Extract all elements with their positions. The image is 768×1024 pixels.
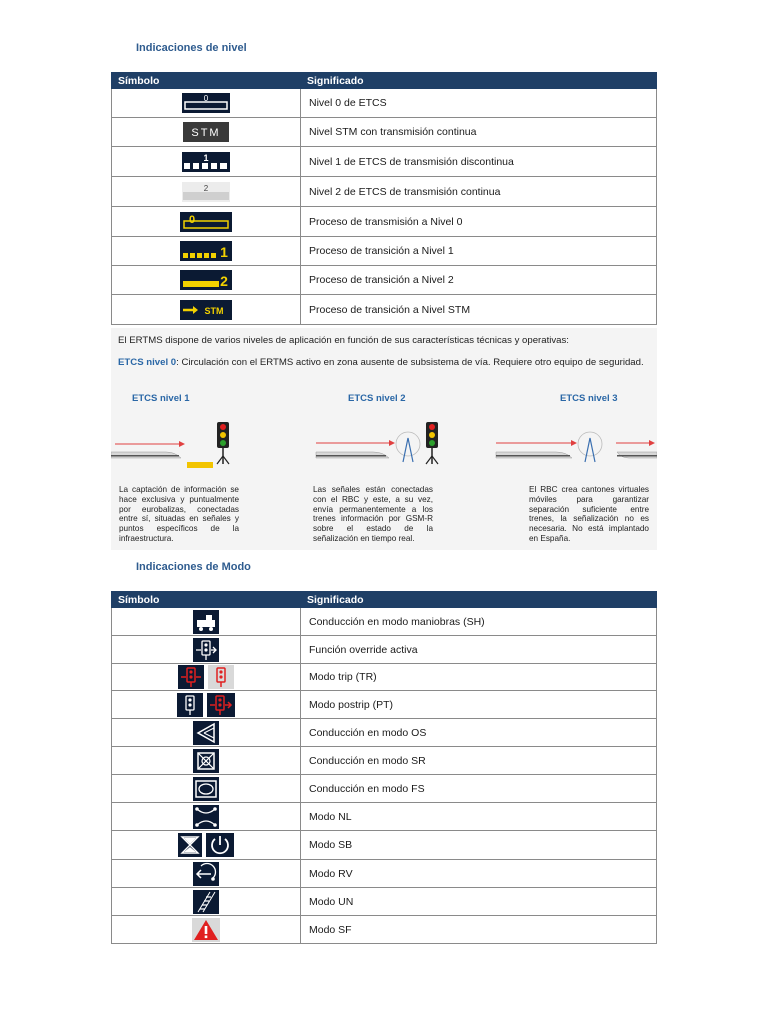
col-symbol-header: Símbolo <box>112 73 301 89</box>
level3-title: ETCS nivel 3 <box>560 393 618 404</box>
table-row <box>112 719 657 747</box>
level-meaning: Proceso de transmisión a Nivel 0 <box>301 207 657 237</box>
non-leading-icon <box>193 805 219 829</box>
table-row <box>112 207 657 237</box>
table-row <box>112 888 657 916</box>
shunting-icon <box>193 610 219 634</box>
level-2-icon <box>182 182 230 202</box>
level0-label: ETCS nivel 0 <box>118 357 177 368</box>
level-meaning: Proceso de transición a Nivel STM <box>301 295 657 325</box>
level-2-text: 2 <box>203 183 209 193</box>
level1-title: ETCS nivel 1 <box>132 393 190 404</box>
level-1-text: 1 <box>203 152 209 163</box>
transition-level-stm-icon <box>180 300 232 320</box>
level-meaning: Proceso de transición a Nivel 1 <box>301 237 657 266</box>
level-meaning: Nivel 1 de ETCS de transmisión discontinua <box>301 147 657 177</box>
table-row <box>112 266 657 295</box>
level-0-icon <box>182 93 230 113</box>
table-row <box>112 916 657 944</box>
level-stm-text: STM <box>191 127 221 139</box>
table-row <box>112 691 657 719</box>
table-row <box>112 608 657 636</box>
mode-meaning: Conducción en modo maniobras (SH) <box>301 608 657 636</box>
ertms-levels-diagram <box>111 414 657 470</box>
table-row <box>112 664 657 691</box>
transition-level-0-icon <box>180 212 232 232</box>
level2-title: ETCS nivel 2 <box>348 393 406 404</box>
post-trip-icon <box>177 693 235 717</box>
level-section-heading: Indicaciones de nivel <box>136 42 247 54</box>
level-meaning: Proceso de transición a Nivel 2 <box>301 266 657 295</box>
transition-2-text: 2 <box>220 273 228 289</box>
table-row <box>112 831 657 860</box>
level1-description: La captación de información se hace exclusiva y puntualmente por eurobalizas, conectadas entre sí, situadas en señales y puntos específicos de la infraestructura. <box>119 485 239 543</box>
mode-meaning: Conducción en modo OS <box>301 719 657 747</box>
table-row <box>112 747 657 775</box>
ertms-intro: El ERTMS dispone de varios niveles de aplicación en función de sus características técnicas y operativas: <box>118 335 569 346</box>
mode-meaning: Modo UN <box>301 888 657 916</box>
table-row <box>112 775 657 803</box>
level-1-icon <box>182 152 230 172</box>
col-meaning-header: Significado <box>301 592 657 608</box>
on-sight-icon <box>193 721 219 745</box>
level-meaning: Nivel STM con transmisión continua <box>301 118 657 147</box>
table-row <box>112 237 657 266</box>
table-header-row <box>112 73 657 89</box>
level-meaning: Nivel 0 de ETCS <box>301 89 657 118</box>
table-row <box>112 118 657 147</box>
table-row <box>112 636 657 664</box>
mode-section-heading: Indicaciones de Modo <box>136 561 251 573</box>
mode-meaning: Modo RV <box>301 860 657 888</box>
mode-meaning: Modo SF <box>301 916 657 944</box>
level0-text: : Circulación con el ERTMS activo en zona ausente de subsistema de vía. Requiere otro equipo de seguridad. <box>176 357 644 368</box>
table-header-row <box>112 592 657 608</box>
level-table <box>111 72 657 325</box>
override-icon <box>193 638 219 662</box>
level3-description: El RBC crea cantones virtuales móviles para garantizar separación suficiente entre trenes, la señalización no es necesaria. No está implantado en España. <box>529 485 649 543</box>
transition-level-2-icon <box>180 270 232 290</box>
mode-meaning: Función override activa <box>301 636 657 664</box>
mode-meaning: Modo postrip (PT) <box>301 691 657 719</box>
ertms-level0 <box>118 357 644 368</box>
trip-icon <box>178 665 234 689</box>
table-row <box>112 860 657 888</box>
transition-level-1-icon <box>180 241 232 261</box>
table-row <box>112 147 657 177</box>
table-row <box>112 89 657 118</box>
table-row <box>112 177 657 207</box>
reversing-icon <box>193 862 219 886</box>
mode-meaning: Modo NL <box>301 803 657 831</box>
level1-diagram <box>111 422 229 468</box>
level3-diagram <box>496 432 657 462</box>
svg-text:0: 0 <box>203 94 209 103</box>
unfitted-icon <box>193 890 219 914</box>
mode-meaning: Conducción en modo SR <box>301 747 657 775</box>
full-supervision-icon <box>193 777 219 801</box>
level-meaning: Nivel 2 de ETCS de transmisión continua <box>301 177 657 207</box>
mode-meaning: Modo trip (TR) <box>301 664 657 691</box>
level2-description: Las señales están conectadas con el RBC y este, a su vez, envía permanentemente a los trenes información por GSM-R sobre el estado de la señalización en tiempo real. <box>313 485 433 543</box>
level-stm-icon <box>183 122 229 142</box>
transition-0-text: 0 <box>189 213 196 226</box>
transition-stm-text: STM <box>204 305 224 316</box>
table-row <box>112 803 657 831</box>
table-row <box>112 295 657 325</box>
col-meaning-header: Significado <box>301 73 657 89</box>
system-failure-icon <box>192 918 220 942</box>
staff-responsible-icon <box>193 749 219 773</box>
mode-table <box>111 591 657 944</box>
col-symbol-header: Símbolo <box>112 592 301 608</box>
ertms-info-panel <box>111 328 657 550</box>
transition-1-text: 1 <box>220 244 228 260</box>
stand-by-icon <box>178 833 234 857</box>
mode-meaning: Modo SB <box>301 831 657 860</box>
level2-diagram <box>316 422 438 464</box>
mode-meaning: Conducción en modo FS <box>301 775 657 803</box>
